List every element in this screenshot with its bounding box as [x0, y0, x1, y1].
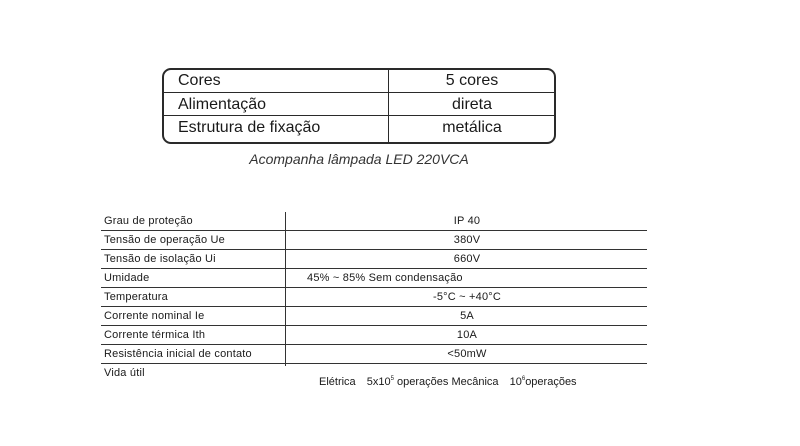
spec-row: [101, 231, 647, 250]
summary-row-cores: [164, 70, 554, 92]
summary-label: Estrutura de fixação: [178, 119, 321, 136]
summary-value: metálica: [442, 119, 502, 136]
summary-label: Alimentação: [178, 96, 267, 113]
spec-value: -5°C ~ +40°C: [432, 291, 502, 303]
spec-label: Umidade: [104, 272, 150, 284]
summary-row-estrutura: [164, 117, 554, 139]
spec-label: Corrente térmica Ith: [104, 329, 206, 341]
spec-row-life: [101, 364, 647, 392]
spec-row: [101, 288, 647, 307]
mechanic-label: Mecânica: [451, 376, 499, 388]
table-caption: Acompanha lâmpada LED 220VCA: [249, 151, 469, 167]
electric-exponent: 5: [390, 376, 394, 382]
electric-base: 5x10: [366, 376, 391, 388]
spec-value: IP 40: [453, 215, 481, 227]
spec-label: Temperatura: [104, 291, 168, 303]
mechanic-exponent: 6: [521, 376, 526, 382]
spec-label: Tensão de operação Ue: [104, 234, 226, 246]
spec-value: 380V: [453, 234, 481, 246]
spec-label: Resistência inicial de contato: [104, 348, 252, 360]
spec-label: Tensão de isolação Ui: [104, 253, 216, 265]
spec-label: Corrente nominal Ie: [104, 310, 205, 322]
summary-value: direta: [451, 96, 493, 113]
electric-label: Elétrica: [319, 376, 356, 388]
spec-label: Grau de proteção: [104, 215, 193, 227]
spec-value: 45% ~ 85% Sem condensação: [307, 272, 463, 284]
spec-row: [101, 212, 647, 231]
spec-value: 10A: [456, 329, 478, 341]
spec-value: 5A: [460, 310, 474, 322]
spec-value: <50mW: [447, 348, 487, 360]
summary-table: [162, 68, 556, 144]
electric-unit: operações: [397, 376, 449, 388]
mechanic-base: 10: [509, 376, 522, 388]
spec-row: [101, 345, 647, 364]
row-divider: [164, 92, 554, 93]
spec-value: 660V: [453, 253, 481, 265]
summary-value: 5 cores: [445, 72, 499, 89]
summary-label: Cores: [178, 72, 221, 89]
spec-row: [101, 250, 647, 269]
spec-row: [101, 326, 647, 345]
mechanic-unit: operações: [525, 376, 577, 388]
summary-row-alimentacao: [164, 94, 554, 116]
spec-label: Vida útil: [104, 367, 145, 379]
spec-row: [101, 269, 647, 288]
life-value: [319, 376, 577, 388]
spec-row: [101, 307, 647, 326]
spec-table: [101, 212, 647, 392]
